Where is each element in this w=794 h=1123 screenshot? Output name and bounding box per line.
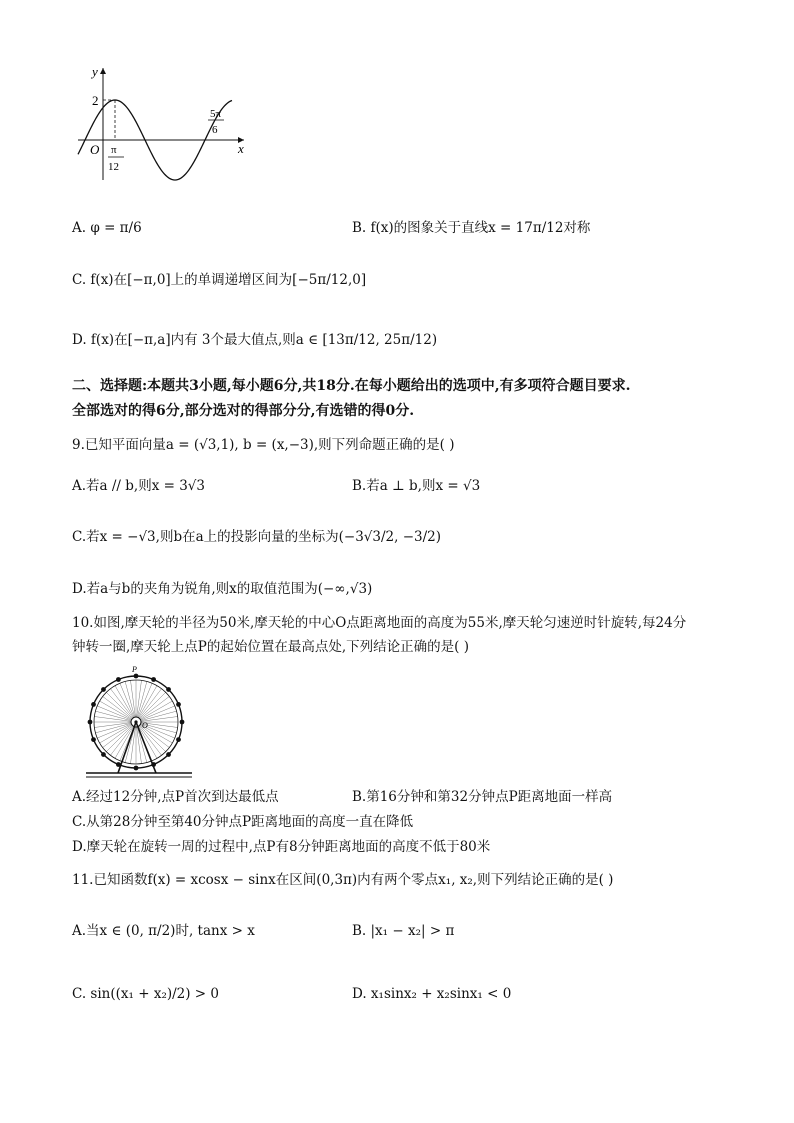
q11-option-d: D. x₁sinx₂ + x₂sinx₁ < 0 — [352, 986, 512, 1002]
q10-option-c: C.从第28分钟至第40分钟点P距离地面的高度一直在降低 — [72, 814, 414, 830]
wheel-spoke — [136, 701, 172, 722]
wheel-spoke — [136, 692, 166, 722]
q11-stem: 11.已知函数f(x) = xcosx − sinx在区间(0,3π)内有两个零点x₁, x₂,则下列结论正确的是( ) — [72, 872, 614, 888]
x-tick2-den: 6 — [212, 124, 218, 136]
origin-label: O — [90, 142, 100, 157]
wheel-spoke — [100, 701, 136, 722]
q11-option-a: A.当x ∈ (0, π/2)时, tanx > x — [72, 923, 255, 939]
wheel-cabin — [88, 720, 93, 725]
wheel-cabin — [101, 752, 106, 757]
wheel-spoke — [95, 722, 136, 733]
wheel-cabin — [91, 702, 96, 707]
x-tick2-num: 5π — [210, 108, 222, 120]
wheel-cabin — [116, 677, 121, 682]
q9-stem: 9.已知平面向量a = (√3,1), b = (x,−3),则下列命题正确的是( ) — [72, 437, 455, 453]
q11-option-c: C. sin((x₁ + x₂)/2) > 0 — [72, 986, 220, 1002]
wheel-spoke — [136, 686, 157, 722]
wheel-cabin — [166, 687, 171, 692]
wheel-spoke — [125, 681, 136, 722]
wheel-spoke — [95, 711, 136, 722]
ferris-wheel-figure — [84, 662, 196, 780]
support-leg-left — [118, 722, 136, 773]
q8-option-b: B. f(x)的图象关于直线x = 17π/12对称 — [352, 220, 591, 236]
q9-option-c: C.若x = −√3,则b在a上的投影向量的坐标为(−3√3/2, −3/2) — [72, 529, 442, 545]
wheel-cabin — [134, 674, 139, 679]
wheel-cabin — [166, 752, 171, 757]
q10-option-a: A.经过12分钟,点P首次到达最低点 — [72, 789, 279, 805]
q10-stem-line1: 10.如图,摩天轮的半径为50米,摩天轮的中心O点距离地面的高度为55米,摩天轮匀速逆时针旋转,每24分 — [72, 615, 687, 631]
point-p-label: P — [132, 665, 137, 674]
wheel-spoke — [115, 686, 136, 722]
q9-option-b: B.若a ⊥ b,则x = √3 — [352, 478, 481, 494]
x-axis-label: x — [238, 141, 244, 156]
q9-option-d: D.若a与b的夹角为锐角,则x的取值范围为(−∞,√3) — [72, 581, 373, 597]
sine-graph-figure — [72, 60, 257, 185]
q11-option-b: B. |x₁ − x₂| > π — [352, 923, 455, 939]
q8-option-c: C. f(x)在[−π,0]上的单调递增区间为[−5π/12,0] — [72, 272, 367, 288]
q10-option-d: D.摩天轮在旋转一周的过程中,点P有8分钟距离地面的高度不低于80米 — [72, 839, 491, 855]
wheel-cabin — [176, 702, 181, 707]
wheel-cabin — [101, 687, 106, 692]
q9-option-a: A.若a // b,则x = 3√3 — [72, 478, 205, 494]
y-tick-label: 2 — [92, 93, 99, 108]
q10-option-b: B.第16分钟和第32分钟点P距离地面一样高 — [352, 789, 613, 805]
wheel-cabin — [151, 677, 156, 682]
center-o-label: O — [142, 721, 148, 730]
wheel-spoke — [136, 681, 147, 722]
section2-heading-line2: 全部选对的得6分,部分选对的得部分分,有选错的得0分. — [72, 403, 415, 419]
wheel-cabin — [91, 737, 96, 742]
x-tick-den: 12 — [108, 161, 119, 173]
section2-heading-line1: 二、选择题:本题共3小题,每小题6分,共18分.在每小题给出的选项中,有多项符合题目要求. — [72, 378, 631, 394]
wheel-cabin — [134, 766, 139, 771]
x-tick-num: π — [111, 144, 117, 156]
wheel-cabin — [176, 737, 181, 742]
q8-option-a: A. φ = π/6 — [72, 220, 142, 236]
y-axis-label: y — [92, 64, 98, 79]
wheel-spoke — [106, 692, 136, 722]
wheel-spoke — [136, 722, 166, 752]
wheel-cabin — [180, 720, 185, 725]
q10-stem-line2: 钟转一圈,摩天轮上点P的起始位置在最高点处,下列结论正确的是( ) — [72, 639, 469, 655]
q8-option-d: D. f(x)在[−π,a]内有 3个最大值点,则a ∈ [13π/12, 25π/12) — [72, 332, 438, 348]
